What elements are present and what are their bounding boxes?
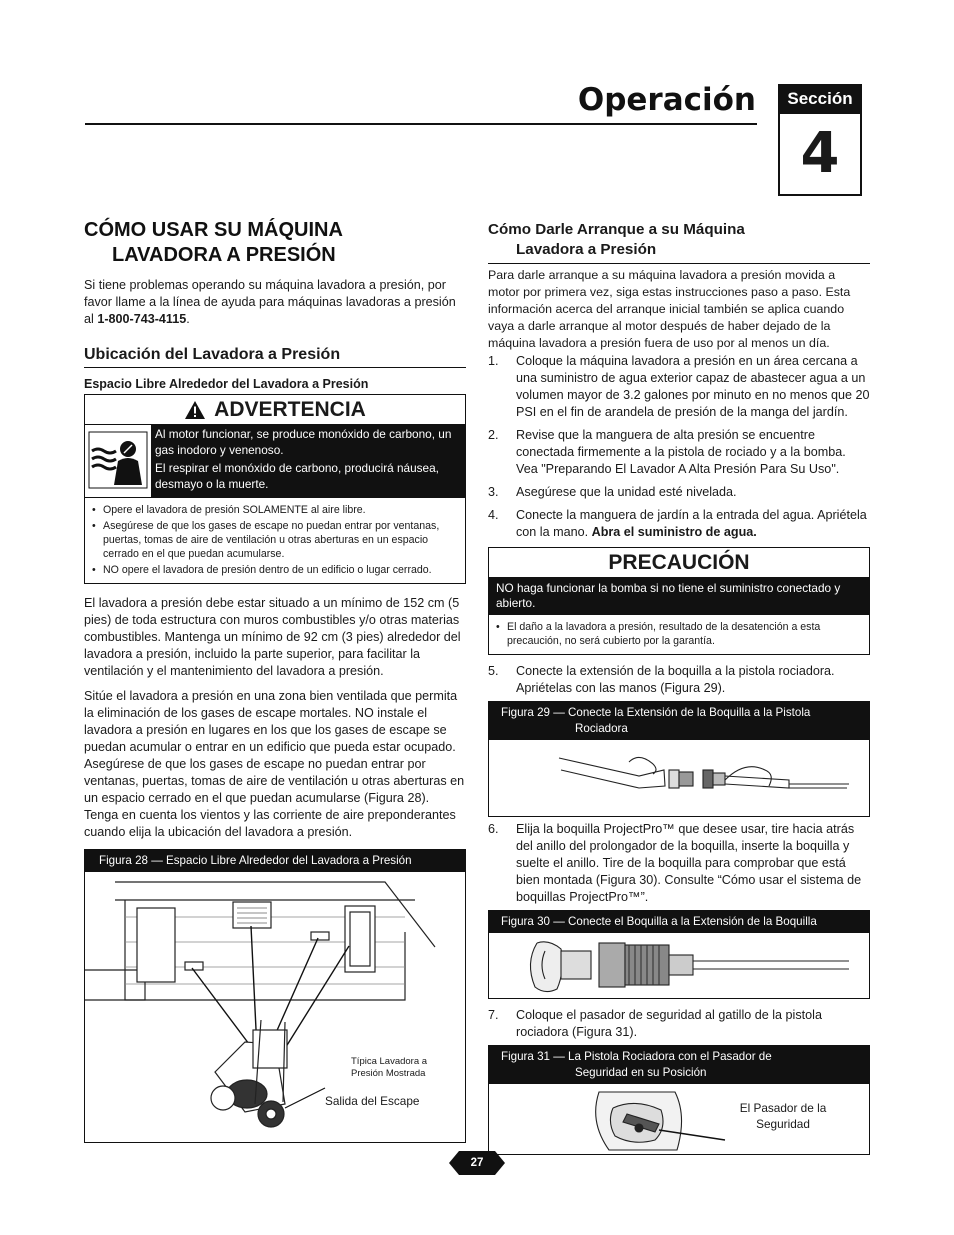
start-intro: Para darle arranque a su máquina lavadora a presión movida a motor por primera vez, siga estas instrucciones paso a paso. Esta información acerca del arranque inicial también se aplica cuando vaya a darle arranque al motor después de haber dejado de la máquina lavadora a presión fuera de uso por al menos un día. (488, 268, 851, 350)
page-number: 27 (470, 1157, 484, 1169)
right-column (488, 220, 870, 1155)
left-column (84, 218, 466, 1143)
warning-message-row (85, 425, 465, 498)
main-heading (84, 218, 466, 268)
caution-box (488, 547, 870, 655)
title-rule (85, 123, 757, 125)
step-5-list (488, 663, 870, 697)
caution-bullet: • El daño a la lavadora a presión, resultado de la desatención a esta precaución, no será cubierto por la garantía. (493, 620, 863, 648)
location-heading: Ubicación del Lavadora a Presión (84, 346, 466, 368)
caution-message: NO haga funcionar la bomba si no tiene el suministro conectado y abierto. (489, 578, 869, 615)
figure-30-caption: Figura 30 — Conecte el Boquilla a la Extensión de la Boquilla (489, 911, 869, 933)
helpline-phone: 1-800-743-4115 (97, 312, 187, 326)
figure-28-model-label: Típica Lavadora a Presión Mostrada (351, 1056, 428, 1079)
figure-30-illustration (489, 933, 869, 998)
section-box (778, 84, 862, 196)
nozzle-coupling-drawing (489, 933, 869, 998)
intro-end: . (186, 312, 190, 326)
intro-text: Si tiene problemas operando su máquina lavadora a presión, por favor llame a la línea de ayuda para máquinas lavadoras a presión al (84, 278, 456, 326)
clearance-heading: Espacio Libre Alrededor del Lavadora a Presión (84, 377, 369, 391)
page-number-badge (449, 1151, 505, 1175)
figure-30 (488, 910, 870, 999)
start-heading (488, 220, 870, 264)
section-label: Sección (780, 86, 860, 114)
clearance-paragraph: El lavadora a presión debe estar situado a un mínimo de 152 cm (5 pies) de toda estructura con muros combustibles y/o otras materias combustibles. Mantenga un mínimo de 92 cm (3 pies) alrededor del lavadora a presión, incluido la parte superior, para facilitar la ventilación y el mantenimiento del lavadora a presión. (84, 596, 461, 678)
page-title: Operación (577, 82, 756, 118)
nozzle-extension-drawing (489, 740, 869, 816)
figure-31-caption: Figura 31 — La Pistola Rociadora con el Pasador de Seguridad en su Posición (489, 1046, 869, 1084)
warning-header (85, 395, 465, 425)
figure-31-illustration (489, 1084, 869, 1154)
step-7-list (488, 1007, 870, 1041)
step-item: 5. Conecte la extensión de la boquilla a la pistola rociadora. Apriételas con las manos (Figura 29). (488, 664, 835, 695)
step-item: 6. Elija la boquilla ProjectPro™ que desee usar, tire hacia atrás del anillo del prolongador de la boquilla, inserte la boquilla y suelte el anillo. Tire de la boquilla para comprobar que está bien montada (Figura 30). Consulte “Cómo usar el sistema de boquillas ProjectPro™”. (488, 822, 862, 904)
warning-bullet: • NO opere el lavadora de presión dentro de un edificio o lugar cerrado. (89, 563, 459, 577)
warning-text-2: El respirar el monóxido de carbono, producirá náusea, desmayo o la muerte. (155, 461, 439, 491)
step-item: 7. Coloque el pasador de seguridad al gatillo de la pistola rociadora (Figura 31). (488, 1008, 822, 1039)
exhaust-hazard-icon (85, 425, 151, 495)
warning-text-1: Al motor funcionar, se produce monóxido de carbono, un gas inodoro y venenoso. (155, 427, 452, 457)
warning-message (151, 425, 465, 497)
warning-bullet: • Opere el lavadora de presión SOLAMENTE al aire libre. (89, 503, 459, 517)
step-item: 2. Revise que la manguera de alta presión se encuentre conectada firmemente a la pistola de rociado y a la bomba. Vea "Preparando El Lavador A Alta Presión Para Su Uso". (488, 428, 846, 476)
step-6-list (488, 821, 870, 906)
figure-28-caption: Figura 28 — Espacio Libre Alrededor del Lavadora a Presión (85, 850, 465, 872)
warning-bullet: • Asegúrese de que los gases de escape no puedan entrar por ventanas, puertas, tomas de aire de ventilación u otras aberturas en un espacio cerrado en el que puedan acumularse. (89, 519, 459, 561)
step-item: 4. Conecte la manguera de jardín a la entrada del agua. Apriétela con la mano. Abra el suministro de agua. (488, 508, 867, 539)
step-item: 1. Coloque la máquina lavadora a presión en un área cercana a una suministro de agua exterior capaz de abastecer agua a un volumen mayor de 3.2 galones por minuto en no menos que 20 PSI en el fin de arandela de presión de la manga del jardín. (488, 354, 870, 419)
ventilation-paragraph: Sitúe el lavadora a presión en una zona bien ventilada que permita la eliminación de los gases de escape mortales. NO instale el lavadora a presión en lugares en los que los gases de escape se puedan acumular o entrar en un edificio que pueda estar ocupado. Asegúrese de que los gases de escape no puedan entrar por ventanas, puertas, tomas de aire de ventilación u otras aberturas en un espacio cerrado en el que puedan acumularse (Figura 28). Tenga en cuenta los vientos y las corriente de aire preponderantes cuando elija la ubicación del lavadora a presión. (84, 689, 465, 839)
main-heading-line2: LAVADORA A PRESIÓN (112, 244, 336, 266)
warning-box (84, 394, 466, 584)
figure-28-illustration (85, 872, 465, 1142)
water-supply-emphasis: Abra el suministro de agua. (591, 525, 757, 539)
figure-29-illustration (489, 740, 869, 816)
section-number: 4 (800, 121, 840, 186)
figure-28-exhaust-label: Salida del Escape (325, 1094, 420, 1108)
step-item: 3. Asegúrese que la unidad esté nivelada. (488, 485, 737, 499)
caution-title: PRECAUCIÓN (489, 548, 869, 578)
figure-31 (488, 1045, 870, 1155)
intro-paragraph (84, 277, 466, 328)
main-heading-line1: CÓMO USAR SU MÁQUINA (84, 219, 343, 241)
start-steps (488, 353, 870, 541)
start-heading-line2: Lavadora a Presión (516, 241, 657, 258)
warning-triangle-icon (184, 400, 206, 420)
figure-29 (488, 701, 870, 817)
figure-28 (84, 849, 466, 1143)
caution-bullets (489, 615, 869, 654)
warning-title: ADVERTENCIA (214, 397, 366, 421)
figure-29-caption: Figura 29 — Conecte la Extensión de la Boquilla a la Pistola Rociadora (489, 702, 869, 740)
figure-31-safety-pin-label: El Pasador de la Seguridad (739, 1101, 827, 1131)
warning-bullets (85, 498, 465, 583)
start-heading-line1: Cómo Darle Arranque a su Máquina (488, 221, 745, 238)
